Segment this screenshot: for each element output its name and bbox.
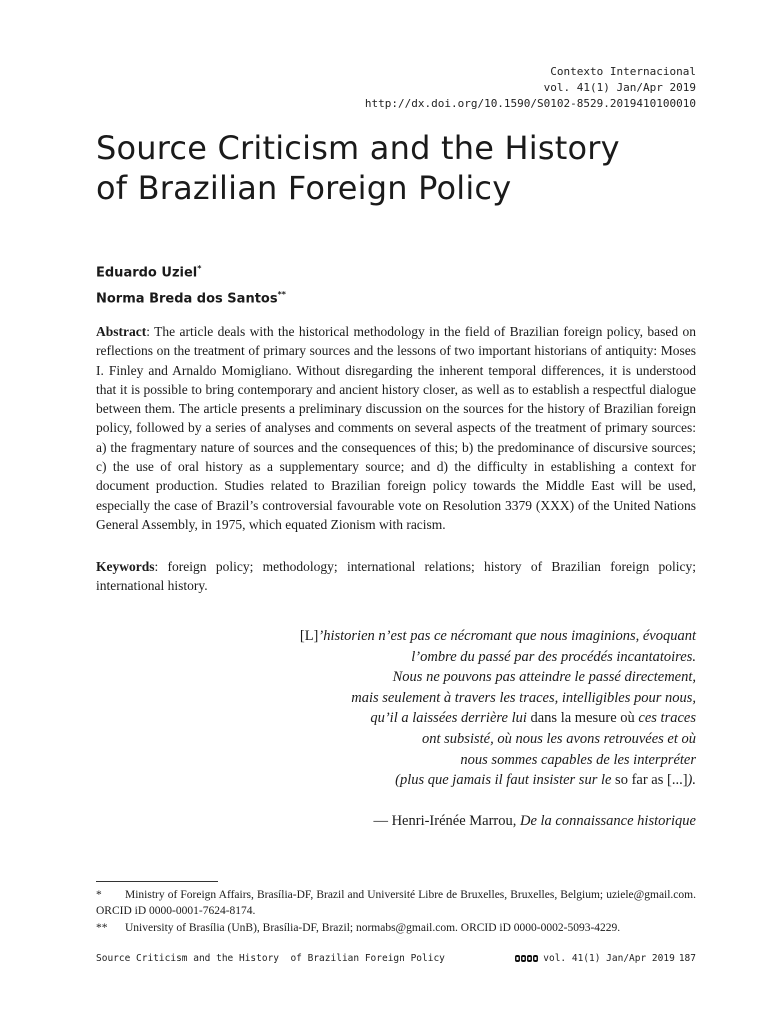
epigraph-text: ont subsisté, où nous les avons retrouvées et où	[422, 730, 696, 747]
journal-logo-icon	[515, 954, 539, 963]
author-list	[96, 258, 286, 311]
author-name: Norma Breda dos Santos	[96, 291, 278, 307]
footnote-text: Ministry of Foreign Affairs, Brasília-DF, Brazil and Université Libre de Bruxelles, Bruxelles, Belgium; uziele@gmail.com. ORCID iD 0000-0001-7624-8174.	[96, 889, 696, 917]
epigraph	[176, 626, 696, 791]
footer-volume: vol. 41(1) Jan/Apr 2019	[543, 953, 675, 964]
epigraph-text: (plus que jamais il faut insister sur le	[395, 772, 612, 789]
epigraph-line	[176, 708, 696, 729]
journal-volume: vol. 41(1) Jan/Apr 2019	[543, 81, 696, 94]
author-footnote-mark: **	[277, 290, 286, 300]
epigraph-text: ).	[687, 772, 696, 789]
doi-link[interactable]: http://dx.doi.org/10.1590/S0102-8529.2019410100010	[364, 97, 696, 110]
epigraph-text: mais seulement à travers les traces, intelligibles pour nous,	[351, 689, 696, 706]
epigraph-text: ces traces	[638, 710, 696, 727]
author-footnote-mark: *	[197, 264, 202, 273]
footnote-mark: *	[96, 889, 102, 901]
keywords-label: Keywords	[96, 559, 155, 574]
page-number: 187	[678, 953, 696, 964]
footnote-text: University of Brasília (UnB), Brasília-DF, Brazil; normabs@gmail.com. ORCID iD 0000-0002-5093-4229.	[125, 922, 621, 934]
epigraph-line	[176, 647, 696, 668]
article-title	[96, 128, 696, 208]
epigraph-text: Nous ne pouvons pas atteindre le passé directement,	[392, 669, 696, 686]
running-title: Source Criticism and the History of Brazilian Foreign Policy	[96, 953, 445, 964]
journal-header	[365, 64, 696, 112]
footnote	[96, 887, 696, 919]
author	[96, 284, 286, 310]
title-line-2: of Brazilian Foreign Policy	[96, 169, 512, 207]
epigraph-line	[176, 729, 696, 750]
epigraph-line	[176, 667, 696, 688]
page-footer	[515, 953, 696, 964]
footnote	[96, 920, 696, 936]
epigraph-bracket: [L]	[299, 628, 319, 644]
epigraph-text: so far as [...]	[611, 772, 688, 789]
epigraph-text: nous sommes capables de les interpréter	[460, 751, 696, 768]
epigraph-line	[176, 750, 696, 771]
keywords-text: : foreign policy; methodology; international relations; history of Brazilian foreign policy; international history.	[96, 559, 696, 594]
epigraph-text: qu’il a laissées derrière lui	[370, 710, 527, 727]
title-line-1: Source Criticism and the History	[96, 129, 620, 167]
attribution-author: — Henri-Irénée Marrou,	[373, 813, 520, 829]
abstract-label: Abstract	[96, 324, 147, 339]
footnote-divider	[96, 881, 218, 882]
epigraph-line	[176, 626, 696, 647]
epigraph-line	[176, 688, 696, 709]
attribution-work: De la connaissance historique	[520, 813, 696, 829]
footnote-mark: **	[96, 922, 108, 934]
epigraph-text: dans la mesure où	[526, 710, 639, 727]
epigraph-line	[176, 770, 696, 791]
epigraph-text: ’historien n’est pas ce nécromant que nous imaginions, évoquant	[318, 628, 696, 644]
keywords	[96, 557, 696, 596]
journal-name: Contexto Internacional	[550, 65, 696, 78]
author	[96, 258, 286, 284]
epigraph-attribution	[373, 811, 696, 831]
epigraph-text: l’ombre du passé par des procédés incantatoires.	[411, 648, 696, 665]
author-name: Eduardo Uziel	[96, 265, 198, 281]
abstract	[96, 322, 696, 534]
abstract-text: : The article deals with the historical methodology in the field of Brazilian foreign policy, based on reflections on the treatment of primary sources and the lessons of two important historians of antiquity: Moses I. Finley and Arnaldo Momigliano. Without disregarding the inherent temporal differences, it is understood that it is possible to bring contemporary and ancient history closer, as well as to establish a respectful dialogue between them. The article presents a preliminary discussion on the sources for the history of Brazilian foreign policy, followed by a series of analyses and comments on several aspects of the treatment of primary sources: a) the fragmentary nature of sources and the consequences of this; b) the predominance of discursive sources; c) the use of oral history as a supplementary source; and d) the difficulty in establishing a context for document production. Studies related to Brazilian foreign policy towards the Middle East will be used, especially the case of Brazil’s controversial favourable vote on Resolution 3379 (XXX) of the United Nations General Assembly, in 1975, which equated Zionism with racism.	[96, 324, 696, 532]
